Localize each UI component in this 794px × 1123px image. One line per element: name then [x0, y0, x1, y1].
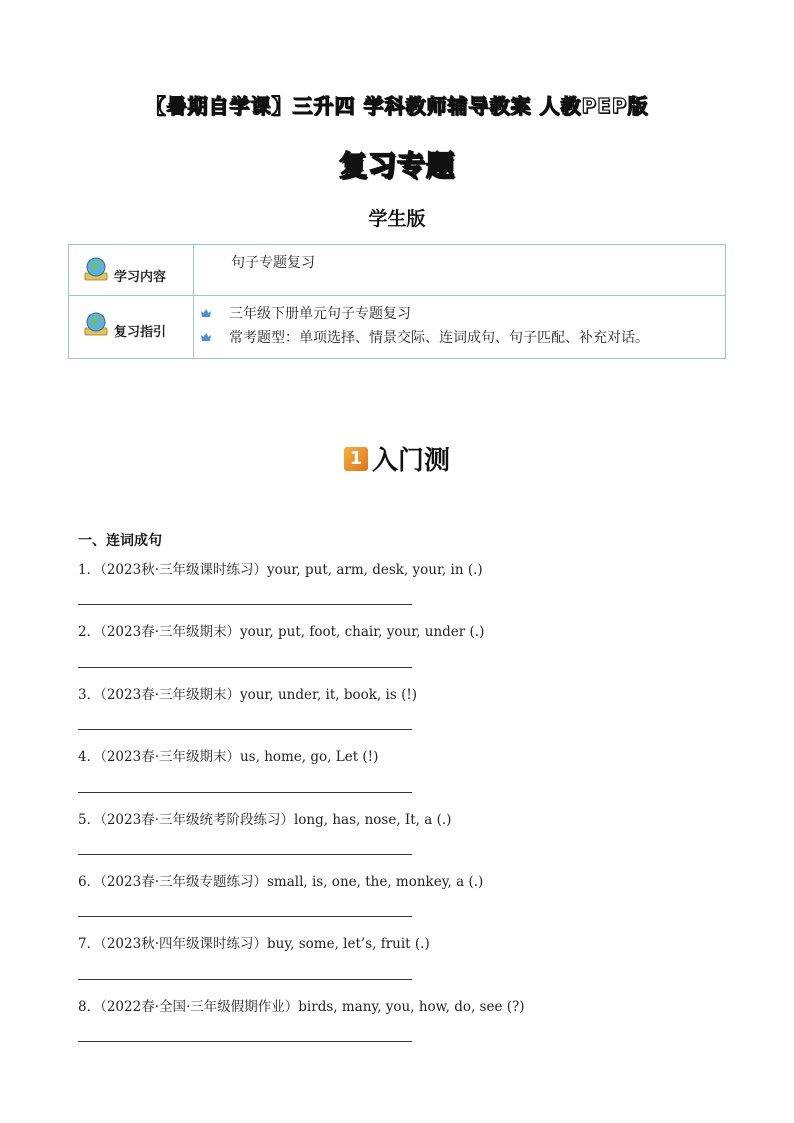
info-row-content: [69, 245, 726, 296]
section-number-badge: 1: [344, 447, 368, 471]
crown-bullet-icon: [201, 333, 211, 341]
question-text: 6．（2023春·三年级专题练习）small, is, one, the, monkey, a (.): [78, 874, 484, 890]
globe-book-icon: [82, 310, 110, 338]
question-text: 2．（2023春·三年级期末）your, put, foot, chair, your, under (.): [78, 624, 485, 640]
info-content-cell: [194, 296, 726, 359]
question-text: 7．（2023秋·四年级课时练习）buy, some, let’s, fruit (.): [78, 936, 430, 952]
edition-label: 学生版: [368, 208, 426, 230]
guide-bullet-text: 常考题型：单项选择、情景交际、连词成句、句子匹配、补充对话。: [229, 330, 649, 346]
info-content-cell: [194, 245, 726, 296]
info-label-text: 复习指引: [114, 325, 167, 340]
info-label-cell: [69, 245, 194, 296]
answer-line[interactable]: [78, 604, 412, 605]
guide-bullet-item: [195, 325, 724, 349]
question-text: 8．（2022春·全国·三年级假期作业）birds, many, you, how, do, see (?): [78, 999, 525, 1015]
guide-bullet-text: 三年级下册单元句子专题复习: [229, 306, 411, 322]
question-text: 3．（2023春·三年级期末）your, under, it, book, is (!): [78, 687, 418, 703]
answer-line[interactable]: [78, 667, 412, 668]
part-title: 一、连词成句: [78, 533, 162, 549]
answer-line[interactable]: [78, 792, 412, 793]
question-text: 5．（2023春·三年级统考阶段练习）long, has, nose, It, a (.): [78, 812, 452, 828]
answer-line[interactable]: [78, 854, 412, 855]
section-heading: [0, 440, 794, 477]
info-table: [68, 244, 726, 359]
page-header-title: 【暑期自学课】三升四 学科教师辅导教案 人教PEP版: [145, 94, 649, 118]
info-content-text: 句子专题复习: [231, 255, 315, 271]
subject-title: 复习专题: [338, 149, 455, 182]
info-row-guide: [69, 296, 726, 359]
answer-line[interactable]: [78, 916, 412, 917]
answer-line[interactable]: [78, 729, 412, 730]
section-title: 入门测: [371, 446, 450, 476]
guide-bullet-item: [195, 301, 724, 325]
crown-bullet-icon: [201, 309, 211, 317]
globe-book-icon: [82, 255, 110, 283]
answer-line[interactable]: [78, 979, 412, 980]
answer-line[interactable]: [78, 1041, 412, 1042]
question-text: 4．（2023春·三年级期末）us, home, go, Let (!): [78, 749, 379, 765]
info-label-cell: [69, 296, 194, 359]
question-text: 1．（2023秋·三年级课时练习）your, put, arm, desk, your, in (.): [78, 562, 483, 578]
info-label-text: 学习内容: [114, 270, 167, 285]
